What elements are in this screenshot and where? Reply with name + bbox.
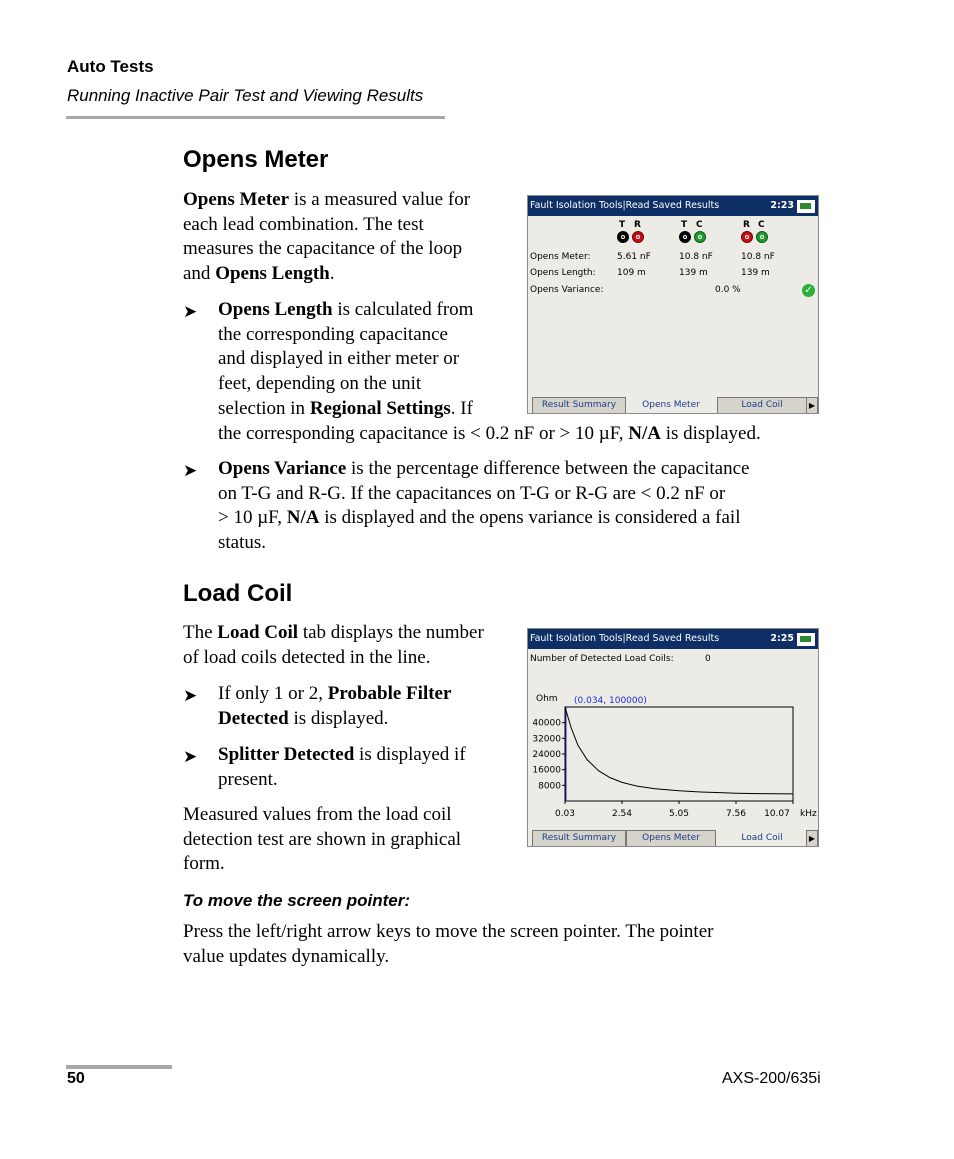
opens-meter-label: Opens Meter: — [530, 252, 591, 262]
text: is a measured value for — [289, 189, 471, 210]
tab-result-summary[interactable]: Result Summary — [532, 830, 626, 847]
text: The — [183, 622, 218, 643]
text: is displayed if — [354, 744, 466, 765]
pair-letter: T — [619, 220, 626, 230]
screen-title: Fault Isolation Tools|Read Saved Results — [530, 633, 720, 644]
text: selection in — [218, 397, 310, 419]
procedure-text — [183, 920, 823, 969]
tab-opens-meter[interactable]: Opens Meter — [626, 830, 716, 847]
text: value updates dynamically. — [183, 945, 390, 967]
opens-meter-intro — [183, 188, 518, 287]
text: and — [183, 263, 216, 285]
text: Press the left/right arrow keys to move the screen pointer. The pointer — [183, 921, 714, 942]
x-tick-label: 5.05 — [668, 809, 690, 819]
term-splitter-detected: Splitter Detected — [218, 744, 355, 765]
y-tick-label: 8000 — [538, 781, 561, 792]
lead-t-black-icon — [679, 231, 691, 243]
load-coils-label: Number of Detected Load Coils: — [530, 654, 674, 664]
plot-frame — [565, 707, 793, 801]
text: on T-G and R-G. If the capacitances on T-G or R-G are < 0.2 nF or — [218, 482, 726, 504]
pair-letter: C — [758, 220, 765, 230]
term-probable-filter: Probable Filter — [327, 683, 452, 704]
clock: 2:25 — [770, 633, 794, 644]
load-coils-value: 0 — [705, 654, 711, 664]
opens-meter-rc-value: 10.8 nF — [741, 252, 775, 262]
term-opens-length: Opens Length — [215, 263, 330, 285]
text: detection test are shown in graphical — [183, 828, 462, 850]
screen-title-bar — [528, 196, 818, 216]
opens-meter-tr-value: 5.61 nF — [617, 252, 651, 262]
term-load-coil: Load Coil — [217, 622, 299, 643]
opens-variance-bullet — [218, 457, 838, 556]
text: is the percentage difference between the capacitance — [346, 458, 750, 479]
term-opens-meter: Opens Meter — [183, 189, 290, 210]
product-name: AXS-200/635i — [722, 1070, 821, 1087]
term-na: N/A — [286, 507, 320, 529]
term-na: N/A — [628, 422, 661, 444]
text: and displayed in either meter or — [218, 348, 460, 370]
y-tick-label: 24000 — [532, 750, 561, 760]
running-header-title: Auto Tests — [67, 57, 154, 76]
opens-length-label: Opens Length: — [530, 268, 596, 278]
load-coil-graph-note — [183, 803, 513, 877]
tab-load-coil[interactable]: Load Coil — [717, 397, 807, 414]
screen-tab-bar — [528, 830, 818, 846]
pair-letter: T — [681, 220, 688, 230]
screen-tab-bar — [528, 397, 818, 413]
load-coil-chart — [528, 629, 818, 829]
tab-result-summary[interactable]: Result Summary — [532, 397, 626, 414]
text: the corresponding capacitance — [218, 323, 448, 345]
opens-length-rc-value: 139 m — [741, 268, 770, 278]
text: . If — [450, 397, 473, 419]
opens-meter-heading: Opens Meter — [183, 146, 329, 173]
footer-rule — [66, 1065, 172, 1069]
term-opens-length: Opens Length — [218, 299, 333, 320]
header-rule — [66, 116, 445, 119]
tab-opens-meter[interactable]: Opens Meter — [626, 397, 716, 413]
x-tick-label: 7.56 — [725, 809, 747, 819]
lead-c-green-icon — [756, 231, 768, 243]
y-tick-label: 16000 — [532, 765, 561, 776]
text: is displayed. — [288, 707, 389, 729]
y-tick-label: 40000 — [532, 718, 561, 729]
text: If only 1 or 2, — [218, 683, 328, 704]
text: feet, depending on the unit — [218, 373, 422, 395]
pass-check-icon: ✓ — [802, 284, 815, 297]
opens-variance-label: Opens Variance: — [530, 285, 604, 295]
procedure-heading: To move the screen pointer: — [183, 891, 411, 910]
y-tick-label: 32000 — [532, 734, 561, 745]
pair-letter: R — [634, 220, 641, 230]
opens-variance-value: 0.0 % — [715, 285, 741, 295]
text: measures the capacitance of the loop — [183, 238, 463, 260]
bullet-arrow-icon: ➤ — [183, 461, 198, 480]
running-header-subtitle: Running Inactive Pair Test and Viewing Results — [67, 86, 424, 105]
pair-letter: R — [743, 220, 750, 230]
lead-t-black-icon — [617, 231, 629, 243]
text: . — [329, 263, 335, 285]
pair-letter: C — [696, 220, 703, 230]
text: tab displays the number — [298, 622, 484, 643]
opens-length-tr-value: 109 m — [617, 268, 646, 278]
impedance-curve — [565, 707, 793, 794]
battery-icon — [797, 200, 815, 213]
text: is displayed. — [660, 422, 761, 444]
term-regional-settings: Regional Settings — [309, 397, 451, 419]
lead-c-green-icon — [694, 231, 706, 243]
load-coil-intro — [183, 621, 523, 670]
tab-load-coil[interactable]: Load Coil — [717, 830, 807, 846]
term-opens-variance: Opens Variance — [218, 458, 347, 479]
tab-scroll-right-icon[interactable]: ▶ — [806, 830, 818, 847]
text: present. — [218, 768, 278, 790]
text: is calculated from — [332, 299, 474, 320]
text: of load coils detected in the line. — [183, 646, 431, 668]
text: is displayed and the opens variance is considered a fail — [319, 507, 741, 529]
opens-meter-tc-value: 10.8 nF — [679, 252, 713, 262]
text: > 10 µF, — [218, 507, 287, 529]
text: Measured values from the load coil — [183, 804, 452, 825]
bullet-arrow-icon: ➤ — [183, 302, 198, 321]
text: the corresponding capacitance is < 0.2 nF or > 10 µF, — [218, 422, 629, 444]
screen-title: Fault Isolation Tools|Read Saved Results — [530, 200, 720, 211]
load-coil-heading: Load Coil — [183, 580, 293, 607]
tab-scroll-right-icon[interactable]: ▶ — [806, 397, 818, 414]
probable-filter-bullet — [218, 682, 518, 731]
y-axis-unit: Ohm — [536, 694, 558, 704]
x-axis-unit: kHz — [800, 809, 817, 819]
text: each lead combination. The test — [183, 213, 424, 235]
bullet-arrow-icon: ➤ — [183, 686, 198, 705]
opens-length-tc-value: 139 m — [679, 268, 708, 278]
x-tick-label: 2.54 — [611, 809, 633, 819]
text: form. — [183, 853, 225, 875]
page-number: 50 — [67, 1070, 85, 1087]
lead-r-red-icon — [632, 231, 644, 243]
x-tick-label: 10.07 — [764, 809, 790, 819]
pointer-readout: (0.034, 100000) — [574, 696, 647, 706]
splitter-bullet — [218, 743, 518, 792]
clock: 2:23 — [770, 200, 794, 211]
x-tick-label: 0.03 — [554, 809, 576, 819]
lead-r-red-icon — [741, 231, 753, 243]
term-detected: Detected — [218, 707, 289, 729]
load-coil-screenshot — [527, 628, 819, 847]
text: status. — [218, 532, 267, 554]
opens-meter-screenshot — [527, 195, 819, 414]
bullet-arrow-icon: ➤ — [183, 747, 198, 766]
